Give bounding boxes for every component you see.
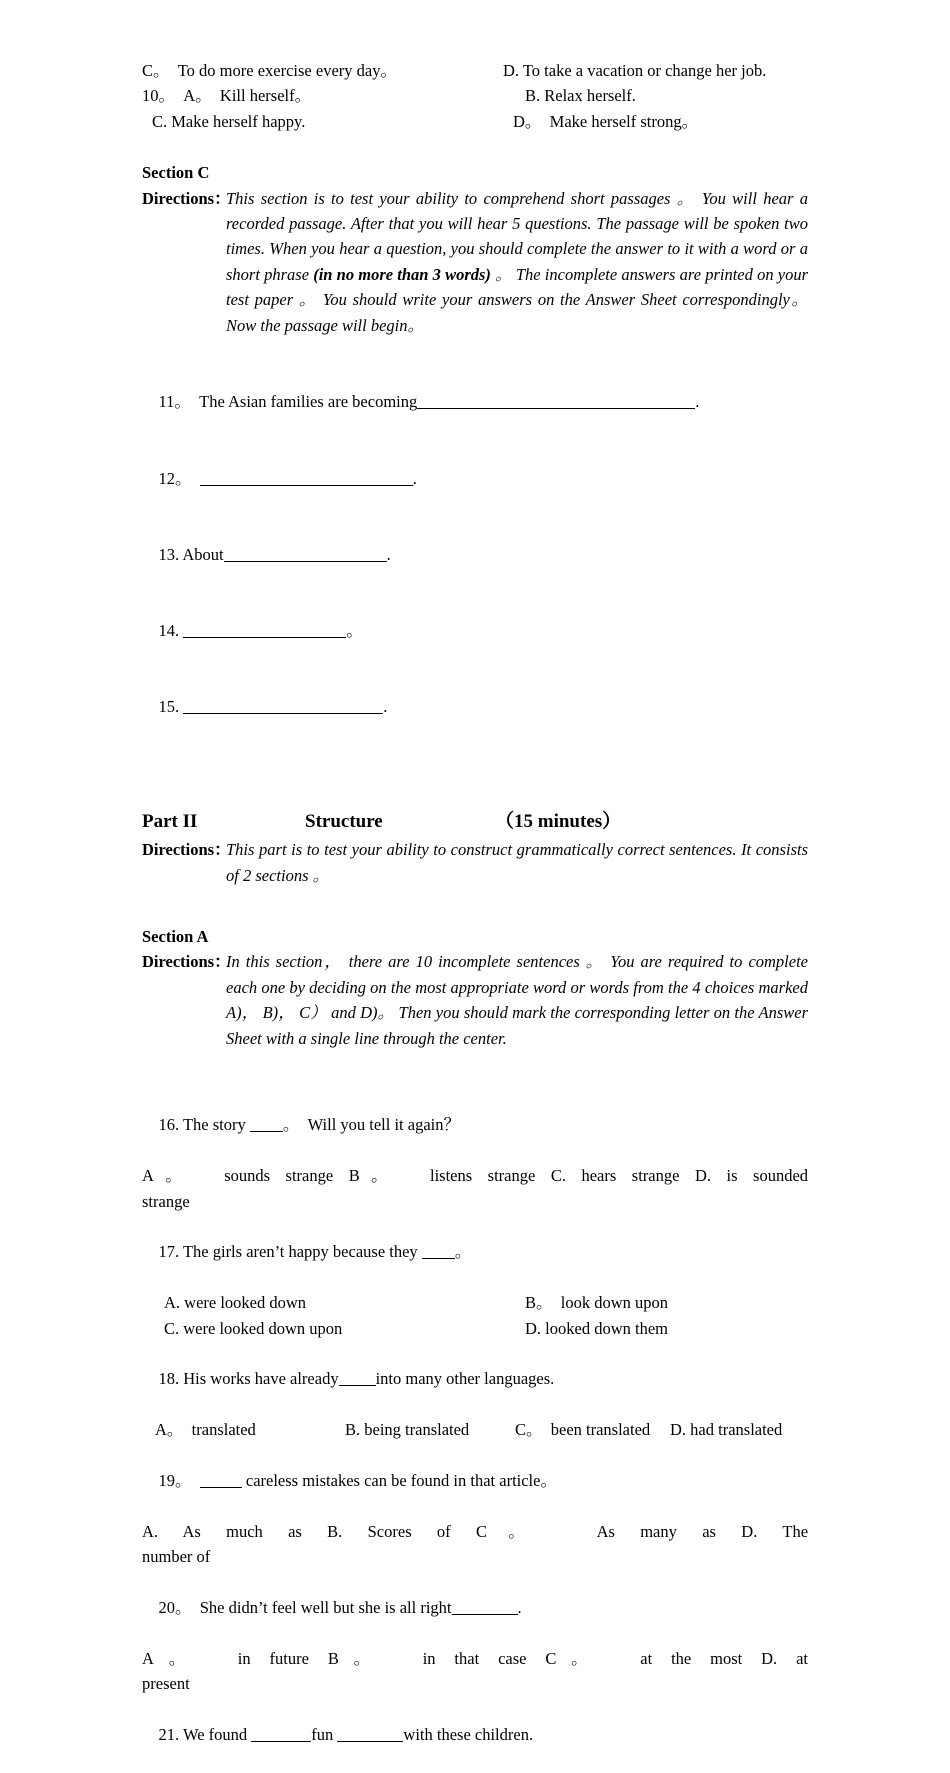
gap-before-part-two-2 (142, 789, 808, 807)
item-14-number: 14. (158, 621, 180, 641)
question-20-stem-after: . (517, 1598, 522, 1618)
question-20-options (142, 1646, 808, 1671)
question-20-stem (142, 1570, 808, 1646)
item-13-text: About (179, 544, 224, 564)
item-15-number: 15. (158, 697, 180, 717)
question-20-stem-before: 20。 She didn’t feel well but she is all right (158, 1598, 452, 1618)
part-two-directions-label: Directions： (142, 840, 231, 860)
section-a-directions-label: Directions： (142, 952, 231, 972)
section-a-directions (142, 949, 808, 1051)
question-17-option-b[interactable]: B。 look down upon (525, 1293, 669, 1313)
question-17-blank[interactable] (422, 1243, 455, 1259)
question-19-option-a[interactable]: A. As much as (142, 1521, 302, 1541)
item-12-answer-blank[interactable] (200, 470, 413, 486)
question-16-option-d-label[interactable]: D. (694, 1166, 711, 1186)
question-18-option-b[interactable]: B. being translated (345, 1420, 470, 1440)
question-18-option-d[interactable]: D. had translated (670, 1420, 783, 1440)
part-two-label: Part II (142, 811, 198, 833)
item-12 (142, 440, 808, 516)
question-21-stem-after: with these children. (403, 1725, 534, 1745)
question-10-options-row-1 (142, 83, 808, 108)
question-20-blank[interactable] (452, 1599, 518, 1615)
item-12-text (192, 469, 200, 488)
part-two-directions-text: This part is to test your ability to construct grammatically correct sentences. It consists of 2 sections 。 (226, 840, 808, 885)
question-17-option-d[interactable]: D. looked down them (525, 1318, 668, 1338)
question-17-stem-before: 17. The girls aren’t happy because they (158, 1242, 422, 1262)
gap-before-section-a (142, 888, 808, 914)
question-16-option-d-continuation[interactable]: strange (142, 1191, 190, 1211)
item-14-tail: 。 (346, 621, 363, 641)
item-11-tail: . (695, 392, 700, 412)
part-two-directions (142, 837, 808, 888)
gap-before-section-a-2 (142, 914, 808, 924)
question-18-blank[interactable] (339, 1370, 376, 1386)
top-margin (142, 0, 808, 58)
question-18-stem-after: into many other languages. (375, 1369, 555, 1389)
question-19-option-d-continuation[interactable]: number of (142, 1547, 211, 1567)
question-20-option-d-word1[interactable]: at (796, 1648, 809, 1668)
part-two-title: Structure (305, 811, 383, 833)
item-11 (142, 364, 808, 440)
question-16-option-a[interactable]: A。 sounds strange (142, 1166, 334, 1186)
question-19-stem-before: 19。 (158, 1471, 200, 1491)
question-20-option-d-label[interactable]: D. (761, 1648, 778, 1668)
question-19-blank[interactable] (200, 1472, 242, 1488)
question-21-blank-1[interactable] (251, 1726, 311, 1742)
question-18-options (142, 1417, 808, 1442)
question-20-option-a[interactable]: A。 in future (142, 1648, 309, 1668)
question-19-option-d-word1[interactable]: The (782, 1521, 809, 1541)
item-13-number: 13. (158, 544, 180, 564)
q10-option-a[interactable]: 10。 A。 Kill herself。 (142, 86, 312, 106)
question-18-option-a[interactable]: A。 translated (155, 1420, 256, 1440)
question-21-stem-mid: fun (311, 1725, 338, 1745)
section-a-heading: Section A (142, 926, 209, 946)
question-16-options (142, 1163, 808, 1188)
q10-option-d[interactable]: D。 Make herself strong。 (513, 111, 699, 131)
question-19-option-b[interactable]: B. Scores of (327, 1521, 451, 1541)
question-10-options-row-2 (142, 109, 808, 134)
question-20-option-c[interactable]: C。 at the most (545, 1648, 743, 1668)
question-19-options (142, 1519, 808, 1544)
question-16-stem-before: 16. The story (158, 1115, 250, 1135)
section-a-directions-text: In this section， there are 10 incomplete sentences 。 You are required to complete each one by deciding on the most appropriate word or words from the 4 choices marked A)， B)， C） and D)。 Then you should mark the corresponding letter on the Answer Sheet with a single line through the center. (226, 952, 808, 1048)
item-14 (142, 593, 808, 669)
question-20-option-b[interactable]: B。 in that case (327, 1648, 527, 1668)
question-9-options-row (142, 58, 808, 83)
question-19-option-d-label[interactable]: D. (741, 1521, 758, 1541)
question-16-option-c[interactable]: C. hears strange (550, 1166, 680, 1186)
question-16-option-d-word1[interactable]: is (726, 1166, 738, 1186)
gap-before-questions (142, 1051, 808, 1077)
section-c-directions-emphasis: (in no more than 3 words) (313, 264, 491, 284)
item-11-answer-blank[interactable] (417, 393, 695, 409)
section-c-directions-label: Directions： (142, 188, 231, 208)
section-c-heading: Section C (142, 163, 210, 183)
question-16-option-b[interactable]: B。 listens strange (348, 1166, 536, 1186)
item-13-tail: . (386, 544, 391, 564)
item-15 (142, 669, 808, 745)
question-16-option-d-word2[interactable]: sounded (753, 1166, 809, 1186)
question-16-stem (142, 1087, 808, 1163)
item-11-text: The Asian families are becoming (190, 392, 418, 412)
question-18-option-c[interactable]: C。 been translated (515, 1420, 651, 1440)
question-17-stem (142, 1214, 808, 1290)
item-15-answer-blank[interactable] (183, 698, 383, 714)
q9-option-d[interactable]: D. To take a vacation or change her job. (503, 61, 767, 80)
gap-before-section-c (142, 134, 808, 160)
section-c-directions (142, 186, 808, 338)
part-two-heading (142, 807, 808, 837)
question-20-option-d-continuation[interactable]: present (142, 1674, 190, 1694)
question-18-stem (142, 1341, 808, 1417)
question-21-blank-2[interactable] (337, 1726, 403, 1742)
q10-option-b[interactable]: B. Relax herself. (525, 86, 636, 106)
question-16-stem-after: 。 Will you tell it again？ (282, 1115, 461, 1135)
question-16-blank[interactable] (250, 1116, 283, 1132)
item-13 (142, 517, 808, 593)
question-17-options-row-1 (142, 1290, 808, 1315)
question-17-options-row-2 (142, 1316, 808, 1341)
question-18-stem-before: 18. His works have already (158, 1369, 339, 1389)
section-c-directions-text-part1: This section is to test your ability to comprehend short passages 。 You will hear a recorded passage. After that you will hear 5 questions. The passage will be spoken two times. When you hear a question, you should complete the answer to it with a word or a short phrase (226, 188, 808, 284)
question-21-stem-before: 21. We found (158, 1725, 252, 1745)
item-12-number: 12。 (158, 468, 192, 488)
item-15-tail: . (383, 697, 388, 717)
question-19-stem-after: careless mistakes can be found in that article。 (241, 1471, 557, 1491)
item-14-answer-blank[interactable] (183, 622, 346, 638)
question-17-option-a[interactable]: A. were looked down (164, 1293, 307, 1313)
item-12-tail: . (412, 468, 417, 488)
question-19-stem (142, 1443, 808, 1519)
gap-before-questions-2 (142, 1077, 808, 1087)
q9-option-c[interactable]: C。 To do more exercise every day。 (142, 61, 397, 80)
exam-page (142, 0, 808, 1773)
question-21-stem (142, 1697, 808, 1773)
section-c-directions-text-part2: 。 The incomplete answers are printed on your test paper 。 You should write your answers on the Answer Sheet correspondingly。 Now the passage will begin。 (226, 264, 808, 335)
item-13-answer-blank[interactable] (224, 546, 387, 562)
question-19-option-c[interactable]: C。 As many as (476, 1521, 716, 1541)
gap-before-part-two (142, 745, 808, 789)
part-two-time: （15 minutes） (495, 811, 622, 833)
item-11-number: 11。 (158, 392, 191, 412)
gap-before-blanks (142, 338, 808, 364)
question-17-option-c[interactable]: C. were looked down upon (164, 1318, 343, 1338)
q10-option-c[interactable]: C. Make herself happy. (152, 111, 306, 131)
question-17-stem-after: 。 (454, 1242, 472, 1262)
